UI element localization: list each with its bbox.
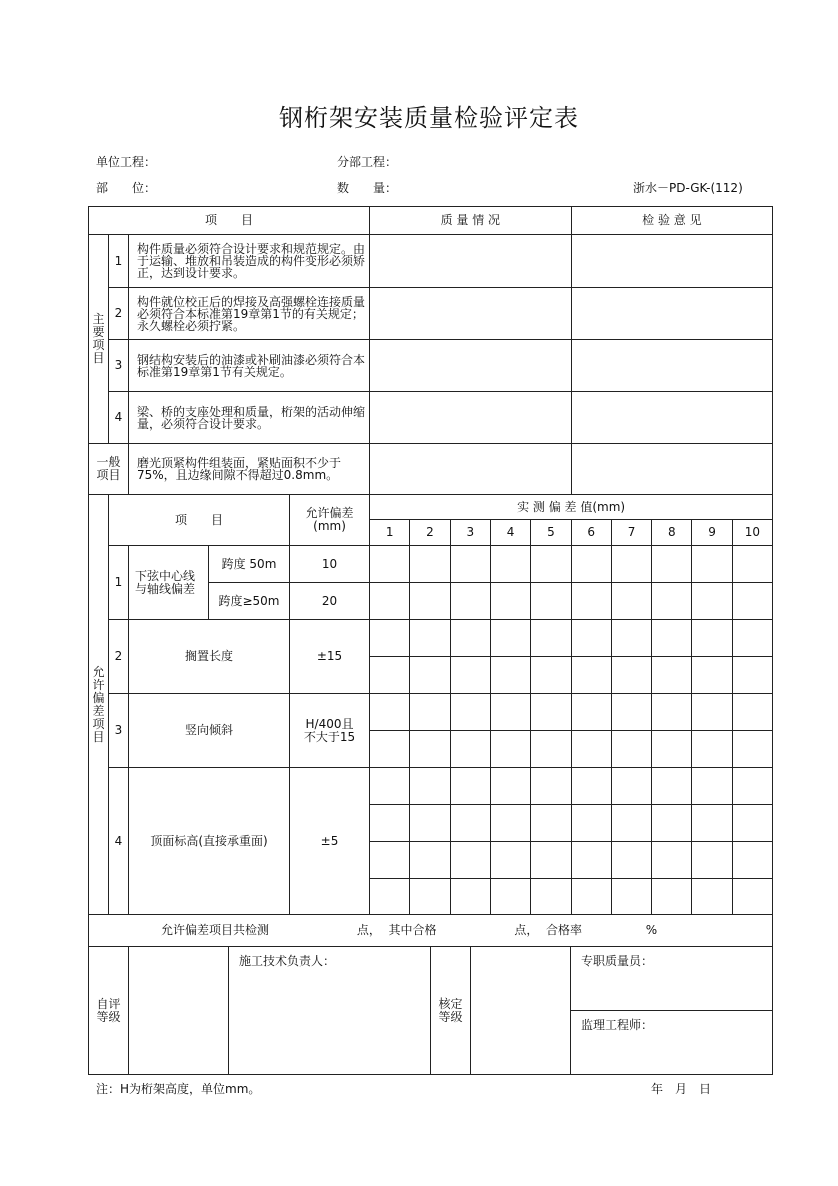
signoff-table: [88, 946, 773, 1075]
measured-value-cell[interactable]: [531, 768, 571, 805]
measured-value-cell[interactable]: [652, 546, 692, 583]
opinion-cell[interactable]: [571, 235, 773, 288]
measured-value-cell[interactable]: [611, 842, 651, 879]
measured-value-cell[interactable]: [652, 731, 692, 768]
measured-value-cell[interactable]: [410, 768, 450, 805]
measured-value-cell[interactable]: [410, 546, 450, 583]
measured-value-cell[interactable]: [611, 805, 651, 842]
measured-value-cell[interactable]: [571, 768, 611, 805]
measured-value-cell[interactable]: [692, 657, 732, 694]
date-label: 年 月 日: [651, 1082, 712, 1096]
measured-value-cell[interactable]: [732, 731, 772, 768]
measured-value-cell[interactable]: [571, 879, 611, 915]
measured-value-cell[interactable]: [652, 879, 692, 915]
measured-value-cell[interactable]: [692, 768, 732, 805]
tolerance-sub-item: 跨度 50m: [209, 546, 290, 583]
header-quality: 质 量 情 况: [370, 207, 572, 235]
measured-value-cell[interactable]: [410, 879, 450, 915]
quality-cell[interactable]: [370, 288, 572, 340]
measured-value-cell[interactable]: [490, 731, 530, 768]
verify-grade-label: 核定等级: [431, 947, 471, 1075]
tolerance-item-no: 4: [109, 768, 129, 915]
supervisor-label: 监理工程师：: [571, 1011, 773, 1075]
general-item-group: 一般项目: [89, 444, 129, 495]
opinion-cell[interactable]: [571, 340, 773, 392]
tolerance-value: ±15: [290, 620, 370, 694]
measured-column-number: 9: [692, 520, 732, 546]
part-label: 部 位：: [96, 181, 157, 195]
inspection-table: [88, 206, 773, 947]
measured-value-cell[interactable]: [692, 805, 732, 842]
header-item: 项 目: [89, 207, 370, 235]
tolerance-value: ±5: [290, 768, 370, 915]
main-items-group: 主要项目: [89, 235, 109, 444]
measured-value-cell[interactable]: [490, 842, 530, 879]
self-grade-label: 自评等级: [89, 947, 129, 1075]
quality-cell[interactable]: [370, 235, 572, 288]
measured-column-number: 2: [410, 520, 450, 546]
measured-header: 实 测 偏 差 值(mm): [370, 495, 773, 520]
measured-value-cell[interactable]: [611, 657, 651, 694]
measured-value-cell[interactable]: [531, 546, 571, 583]
self-grade-cell[interactable]: [129, 947, 229, 1075]
measured-value-cell[interactable]: [611, 620, 651, 657]
measured-value-cell[interactable]: [490, 583, 530, 620]
measured-value-cell[interactable]: [490, 805, 530, 842]
main-item-text: 钢结构安装后的油漆或补刷油漆必须符合本标准第19章第1节有关规定。: [129, 340, 370, 392]
measured-value-cell[interactable]: [571, 805, 611, 842]
measured-value-cell[interactable]: [490, 657, 530, 694]
measured-value-cell[interactable]: [611, 879, 651, 915]
measured-value-cell[interactable]: [410, 842, 450, 879]
summary-pass-label: 点， 其中合格: [356, 923, 437, 937]
main-item-text: 梁、桥的支座处理和质量，桁架的活动伸缩量，必须符合设计要求。: [129, 392, 370, 444]
header-opinion: 检 验 意 见: [571, 207, 773, 235]
form-code: 浙水－PD-GK-(112): [633, 181, 743, 195]
unit-project-label: 单位工程：: [96, 155, 157, 169]
measured-value-cell[interactable]: [571, 694, 611, 731]
measured-value-cell[interactable]: [490, 879, 530, 915]
measured-value-cell[interactable]: [531, 879, 571, 915]
main-item-no: 3: [109, 340, 129, 392]
measured-value-cell[interactable]: [611, 694, 651, 731]
measured-value-cell[interactable]: [571, 620, 611, 657]
measured-value-cell[interactable]: [571, 546, 611, 583]
measured-value-cell[interactable]: [732, 879, 772, 915]
measured-value-cell[interactable]: [692, 694, 732, 731]
measured-value-cell[interactable]: [611, 583, 651, 620]
main-item-no: 1: [109, 235, 129, 288]
measured-value-cell[interactable]: [531, 620, 571, 657]
footnote: 注：H为桁架高度，单位mm。: [96, 1082, 261, 1096]
measured-value-cell[interactable]: [611, 546, 651, 583]
measured-column-number: 7: [611, 520, 651, 546]
sub-project-label: 分部工程：: [337, 155, 398, 169]
measured-column-number: 4: [490, 520, 530, 546]
measured-value-cell[interactable]: [571, 842, 611, 879]
tolerance-group: 允许偏差项目: [89, 495, 109, 915]
tech-lead-label: 施工技术负责人：: [229, 947, 431, 1075]
measured-value-cell[interactable]: [370, 546, 410, 583]
tolerance-item-no: 1: [109, 546, 129, 620]
measured-value-cell[interactable]: [370, 842, 410, 879]
measured-value-cell[interactable]: [652, 805, 692, 842]
measured-value-cell[interactable]: [450, 842, 490, 879]
measured-value-cell[interactable]: [571, 657, 611, 694]
measured-value-cell[interactable]: [692, 731, 732, 768]
measured-value-cell[interactable]: [652, 583, 692, 620]
measured-value-cell[interactable]: [490, 694, 530, 731]
measured-value-cell[interactable]: [692, 583, 732, 620]
measured-value-cell[interactable]: [531, 805, 571, 842]
measured-value-cell[interactable]: [450, 546, 490, 583]
measured-value-cell[interactable]: [370, 731, 410, 768]
tolerance-item-name: 搁置长度: [129, 620, 290, 694]
measured-value-cell[interactable]: [692, 842, 732, 879]
tolerance-item-name: 竖向倾斜: [129, 694, 290, 768]
measured-value-cell[interactable]: [370, 657, 410, 694]
tolerance-value: 10: [290, 546, 370, 583]
opinion-cell[interactable]: [571, 288, 773, 340]
measured-value-cell[interactable]: [571, 583, 611, 620]
measured-value-cell[interactable]: [450, 805, 490, 842]
measured-value-cell[interactable]: [370, 879, 410, 915]
measured-value-cell[interactable]: [652, 768, 692, 805]
main-item-no: 4: [109, 392, 129, 444]
measured-value-cell[interactable]: [732, 805, 772, 842]
measured-value-cell[interactable]: [450, 694, 490, 731]
measured-value-cell[interactable]: [531, 657, 571, 694]
measured-value-cell[interactable]: [410, 694, 450, 731]
measured-value-cell[interactable]: [450, 768, 490, 805]
measured-value-cell[interactable]: [732, 657, 772, 694]
measured-value-cell[interactable]: [531, 731, 571, 768]
measured-value-cell[interactable]: [490, 546, 530, 583]
main-item-text: 构件就位校正后的焊接及高强螺栓连接质量必须符合本标准第19章第1节的有关规定；永久螺栓必须拧紧。: [129, 288, 370, 340]
verify-grade-cell[interactable]: [471, 947, 571, 1075]
summary-total-label: 允许偏差项目共检测: [161, 923, 270, 937]
measured-value-cell[interactable]: [652, 620, 692, 657]
tolerance-item-no: 3: [109, 694, 129, 768]
measured-column-number: 10: [732, 520, 772, 546]
main-item-no: 2: [109, 288, 129, 340]
tolerance-sub-item: 跨度≥50m: [209, 583, 290, 620]
measured-column-number: 5: [531, 520, 571, 546]
quantity-label: 数 量：: [337, 181, 398, 195]
measured-value-cell[interactable]: [531, 842, 571, 879]
measured-column-number: 6: [571, 520, 611, 546]
opinion-cell[interactable]: [571, 392, 773, 444]
measured-value-cell[interactable]: [531, 694, 571, 731]
measured-value-cell[interactable]: [732, 768, 772, 805]
page-title: 钢桁架安装质量检验评定表: [279, 104, 579, 132]
tolerance-header: 允许偏差(mm): [290, 495, 370, 546]
tolerance-item-no: 2: [109, 620, 129, 694]
opinion-cell[interactable]: [571, 444, 773, 495]
measured-column-number: 3: [450, 520, 490, 546]
measured-value-cell[interactable]: [652, 694, 692, 731]
measured-value-cell[interactable]: [410, 583, 450, 620]
measured-value-cell[interactable]: [732, 694, 772, 731]
measured-value-cell[interactable]: [410, 657, 450, 694]
tolerance-item-header: 项 目: [109, 495, 290, 546]
measured-value-cell[interactable]: [732, 546, 772, 583]
measured-value-cell[interactable]: [732, 842, 772, 879]
measured-value-cell[interactable]: [692, 546, 732, 583]
quality-cell[interactable]: [370, 444, 572, 495]
measured-value-cell[interactable]: [692, 620, 732, 657]
measured-value-cell[interactable]: [611, 768, 651, 805]
measured-value-cell[interactable]: [370, 583, 410, 620]
summary-rate-label: 点， 合格率: [514, 923, 582, 937]
measured-value-cell[interactable]: [370, 768, 410, 805]
quality-cell[interactable]: [370, 392, 572, 444]
measured-value-cell[interactable]: [410, 620, 450, 657]
tolerance-item-name: 下弦中心线与轴线偏差: [129, 546, 209, 620]
tolerance-item-name: 顶面标高(直接承重面): [129, 768, 290, 915]
measured-value-cell[interactable]: [450, 583, 490, 620]
tolerance-value: 20: [290, 583, 370, 620]
measured-value-cell[interactable]: [692, 879, 732, 915]
summary-row: [89, 915, 773, 947]
measured-value-cell[interactable]: [652, 842, 692, 879]
measured-value-cell[interactable]: [490, 768, 530, 805]
measured-value-cell[interactable]: [370, 805, 410, 842]
quality-cell[interactable]: [370, 340, 572, 392]
measured-value-cell[interactable]: [732, 620, 772, 657]
measured-value-cell[interactable]: [410, 805, 450, 842]
measured-value-cell[interactable]: [531, 583, 571, 620]
general-item-text: 磨光顶紧构件组装面，紧贴面积不少于75%，且边缘间隙不得超过0.8mm。: [129, 444, 370, 495]
measured-value-cell[interactable]: [732, 583, 772, 620]
measured-value-cell[interactable]: [450, 879, 490, 915]
measured-column-number: 1: [370, 520, 410, 546]
measured-column-number: 8: [652, 520, 692, 546]
measured-value-cell[interactable]: [652, 657, 692, 694]
measured-value-cell[interactable]: [370, 620, 410, 657]
tolerance-value: H/400且不大于15: [290, 694, 370, 768]
measured-value-cell[interactable]: [611, 731, 651, 768]
measured-value-cell[interactable]: [410, 731, 450, 768]
measured-value-cell[interactable]: [450, 620, 490, 657]
measured-value-cell[interactable]: [571, 731, 611, 768]
measured-value-cell[interactable]: [450, 657, 490, 694]
main-item-text: 构件质量必须符合设计要求和规范规定。由于运输、堆放和吊装造成的构件变形必须矫正，达到设计要求。: [129, 235, 370, 288]
qa-officer-label: 专职质量员：: [571, 947, 773, 1011]
measured-value-cell[interactable]: [490, 620, 530, 657]
measured-value-cell[interactable]: [450, 731, 490, 768]
measured-value-cell[interactable]: [370, 694, 410, 731]
summary-percent: %: [645, 923, 658, 937]
